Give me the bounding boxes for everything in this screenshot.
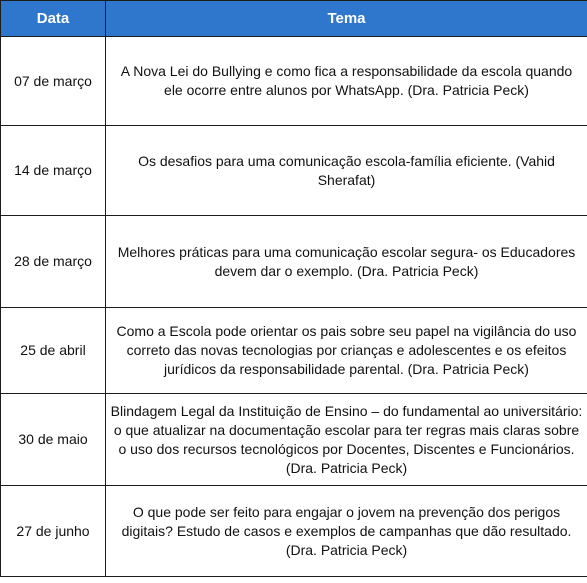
table-row xyxy=(1,126,587,216)
date-cell: 07 de março xyxy=(1,37,106,126)
date-cell: 14 de março xyxy=(1,126,106,216)
date-cell: 28 de março xyxy=(1,216,106,308)
table-row xyxy=(1,308,587,394)
table-row xyxy=(1,486,587,577)
theme-cell: Melhores práticas para uma comunicação escolar segura- os Educadores devem dar o exemplo. (Dra. Patricia Peck) xyxy=(106,216,587,308)
header-row xyxy=(1,1,587,37)
theme-cell: Como a Escola pode orientar os pais sobre seu papel na vigilância do uso correto das novas tecnologias por crianças e adolescentes e os efeitos jurídicos da responsabilidade parental. (Dra. Patricia Peck) xyxy=(106,308,587,394)
header-theme: Tema xyxy=(106,1,587,37)
theme-cell: Os desafios para uma comunicação escola-família eficiente. (Vahid Sherafat) xyxy=(106,126,587,216)
theme-cell: A Nova Lei do Bullying e como fica a responsabilidade da escola quando ele ocorre entre alunos por WhatsApp. (Dra. Patricia Peck) xyxy=(106,37,587,126)
date-cell: 25 de abril xyxy=(1,308,106,394)
theme-cell: Blindagem Legal da Instituição de Ensino – do fundamental ao universitário: o que atualizar na documentação escolar para ter regras mais claras sobre o uso dos recursos tecnológicos por Docentes, Discentes e Funcionários. (Dra. Patricia Peck) xyxy=(106,394,587,486)
table-row xyxy=(1,394,587,486)
table-row xyxy=(1,37,587,126)
date-cell: 27 de junho xyxy=(1,486,106,577)
header-date: Data xyxy=(1,1,106,37)
table-row xyxy=(1,216,587,308)
date-cell: 30 de maio xyxy=(1,394,106,486)
theme-cell: O que pode ser feito para engajar o jovem na prevenção dos perigos digitais? Estudo de casos e exemplos de campanhas que dão resultado. (Dra. Patricia Peck) xyxy=(106,486,587,577)
